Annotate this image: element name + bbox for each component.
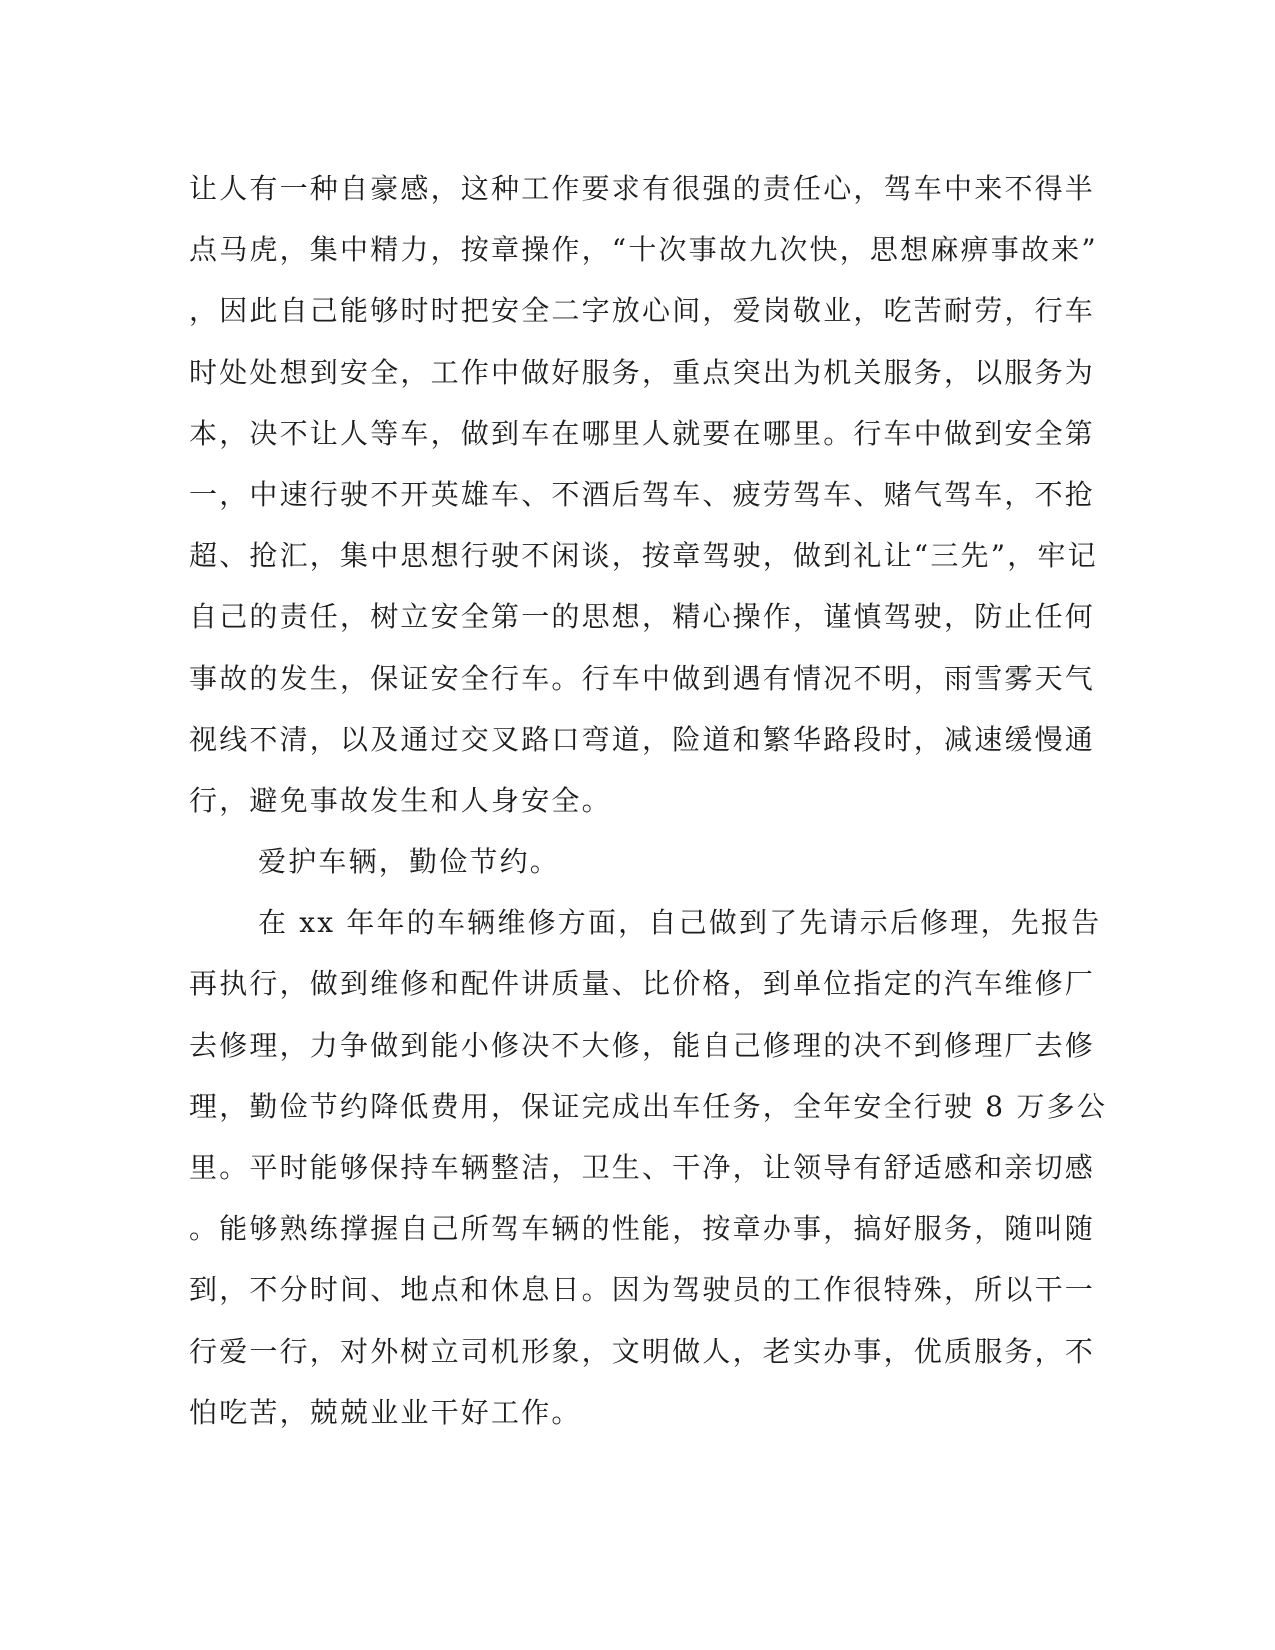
- text-line: 怕吃苦，兢兢业业干好工作。: [189, 1395, 582, 1429]
- text-line: 理，勤俭节约降低费用，保证完成出车任务，全年安全行驶 8 万多公: [189, 1089, 1108, 1123]
- text-line: 超、抢汇，集中思想行驶不闲谈，按章驾驶，做到礼让“三先”，牢记: [189, 539, 1098, 573]
- text-line: 让人有一种自豪感，这种工作要求有很强的责任心，驾车中来不得半: [189, 172, 1096, 205]
- text-line: 行爱一行，对外树立司机形象，文明做人，老实办事，优质服务，不: [189, 1334, 1096, 1368]
- paragraph-maintenance: [189, 892, 1108, 1443]
- text-line: 自己的责任，树立安全第一的思想，精心操作，谨慎驾驶，防止任何: [189, 600, 1096, 634]
- text-line: 视线不清，以及通过交叉路口弯道，险道和繁华路段时，减速缓慢通: [189, 722, 1096, 756]
- text-line: 行，避免事故发生和人身安全。: [189, 783, 612, 817]
- document-body: [189, 158, 1108, 1443]
- text-line: 到，不分时间、地点和休息日。因为驾驶员的工作很特殊，所以干一: [189, 1273, 1096, 1307]
- text-line: ，因此自己能够时时把安全二字放心间，爱岗敬业，吃苦耐劳，行车: [189, 294, 1096, 328]
- text-line: 事故的发生，保证安全行车。行车中做到遇有情况不明，雨雪雾天气: [189, 661, 1096, 695]
- text-line: 去修理，力争做到能小修决不大修，能自己修理的决不到修理厂去修: [189, 1028, 1096, 1062]
- text-line: 一，中速行驶不开英雄车、不酒后驾车、疲劳驾车、赌气驾车，不抢: [189, 477, 1096, 511]
- text-line: 在 xx 年年的车辆维修方面，自己做到了先请示后修理，先报告: [258, 906, 1102, 940]
- paragraph-safety: [189, 158, 1098, 831]
- text-line: 。能够熟练撑握自己所驾车辆的性能，按章办事，搞好服务，随叫随: [189, 1212, 1096, 1246]
- text-line: 里。平时能够保持车辆整洁，卫生、干净，让领导有舒适感和亲切感: [189, 1151, 1096, 1184]
- text-line: 本，决不让人等车，做到车在哪里人就要在哪里。行车中做到安全第: [189, 416, 1096, 450]
- text-line: 点马虎，集中精力，按章操作，“十次事故九次快，思想麻痹事故来”: [189, 233, 1098, 267]
- section-heading: 爱护车辆，勤俭节约。: [258, 845, 561, 879]
- text-line: 时处处想到安全，工作中做好服务，重点突出为机关服务，以服务为: [189, 355, 1096, 389]
- text-line: 再执行，做到维修和配件讲质量、比价格，到单位指定的汽车维修厂: [189, 967, 1096, 1001]
